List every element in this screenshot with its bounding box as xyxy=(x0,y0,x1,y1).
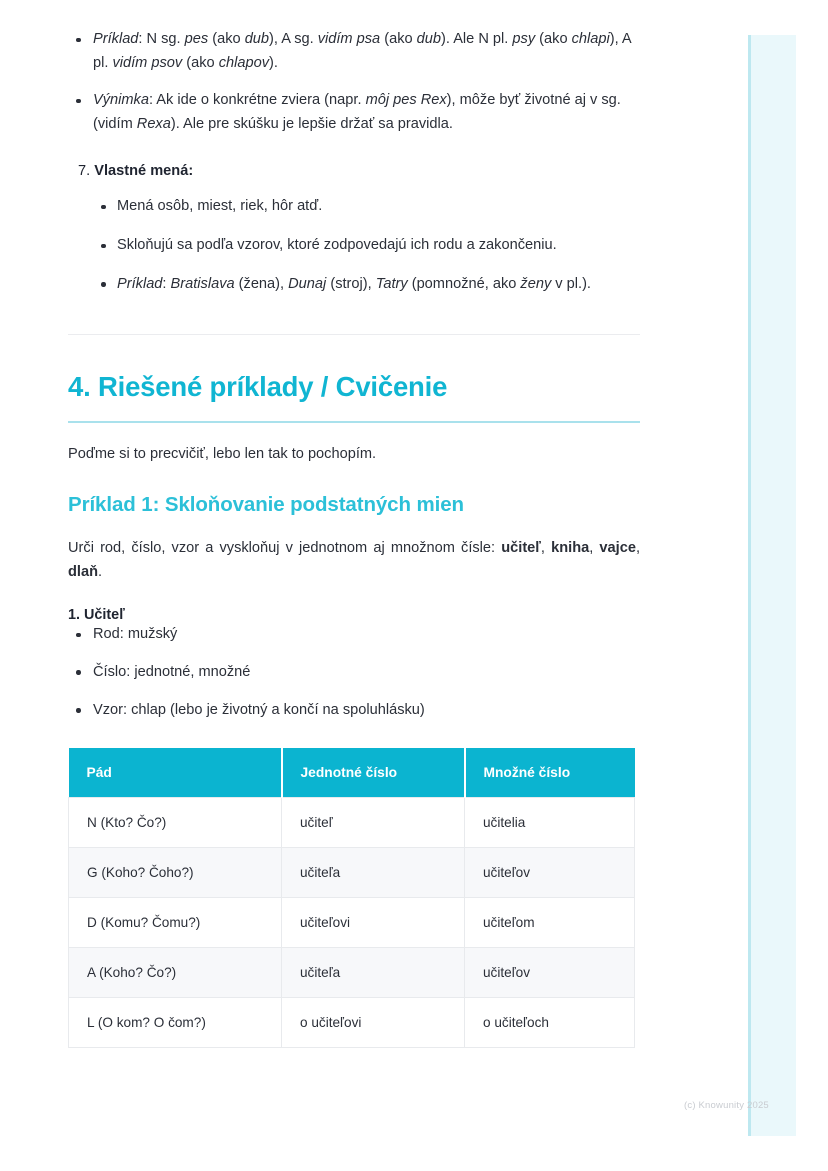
emphasis-text: Príklad xyxy=(117,275,163,292)
emphasis-text: chlapov xyxy=(218,54,270,71)
numbered-item-vlastne-mena xyxy=(68,161,640,297)
emphasis-text: Bratislava xyxy=(170,275,235,292)
plain-text: , xyxy=(540,539,552,556)
table-body xyxy=(69,798,635,1048)
table-cell: učiteľ xyxy=(282,798,465,848)
plain-text: Číslo: jednotné, množné xyxy=(93,663,251,680)
plain-text: : Ak ide o konkrétne zviera (napr. xyxy=(148,92,366,109)
emphasis-text: Tatry xyxy=(375,275,408,292)
table-cell: D (Komu? Čomu?) xyxy=(69,898,282,948)
strong-text: vajce xyxy=(599,539,636,556)
emphasis-text: Rexa xyxy=(136,115,171,132)
top-bullet-list xyxy=(68,28,640,137)
table-row xyxy=(69,998,635,1048)
emphasis-text: dub xyxy=(244,31,270,47)
table-cell: učiteľov xyxy=(465,948,635,998)
emphasis-text: vidím psa xyxy=(317,31,381,47)
plain-text: ). xyxy=(269,54,278,71)
table-header xyxy=(69,748,635,798)
plain-text: , xyxy=(589,539,600,556)
plain-text: ), môže byť životné aj v sg. (vidím xyxy=(93,92,621,132)
table-row xyxy=(69,898,635,948)
plain-text: . xyxy=(98,563,103,580)
numbered-item-bullet-list xyxy=(68,195,640,296)
numbered-item-number: 7. xyxy=(78,162,91,179)
table-cell: o učiteľoch xyxy=(465,998,635,1048)
table-cell: učitelia xyxy=(465,798,635,848)
example-heading: Príklad 1: Skloňovanie podstatných mien xyxy=(68,493,464,517)
table-cell: učiteľa xyxy=(282,848,465,898)
plain-text: (ako xyxy=(208,31,245,47)
strong-text: učiteľ xyxy=(501,539,541,556)
plain-text: : N sg. xyxy=(138,31,185,47)
plain-text: Skloňujú sa podľa vzorov, ktoré zodpovedajú ich rodu a zakončeniu. xyxy=(117,237,557,254)
table-row xyxy=(69,798,635,848)
strong-text: dlaň xyxy=(68,563,98,580)
plain-text: ). Ale N pl. xyxy=(441,31,513,47)
list-item xyxy=(68,89,640,136)
plain-text: ). Ale pre skúšku je lepšie držať sa pravidla. xyxy=(170,115,453,132)
emphasis-text: dub xyxy=(416,31,442,47)
emphasis-text: ženy xyxy=(520,275,552,292)
copyright-watermark: (c) Knowunity 2025 xyxy=(684,1100,769,1111)
table-cell: N (Kto? Čo?) xyxy=(69,798,282,848)
plain-text: (stroj), xyxy=(326,275,376,292)
table-header-row xyxy=(69,748,635,798)
plain-text: Vzor: chlap (lebo je životný a končí na spoluhlásku) xyxy=(93,701,425,718)
table-column-header: Pád xyxy=(69,748,282,798)
task-paragraph xyxy=(68,537,640,585)
table-cell: o učiteľovi xyxy=(282,998,465,1048)
plain-text: (pomnožné, ako xyxy=(407,275,521,292)
table-cell: učiteľom xyxy=(465,898,635,948)
plain-text: Urči rod, číslo, vzor a vyskloňuj v jednotnom aj množnom čísle: xyxy=(68,539,502,556)
list-item xyxy=(68,623,640,647)
plain-text: (ako xyxy=(182,54,219,71)
list-item xyxy=(92,195,640,219)
right-edge-strip xyxy=(748,35,796,1136)
table-row xyxy=(69,848,635,898)
table-cell: A (Koho? Čo?) xyxy=(69,948,282,998)
table-cell: učiteľa xyxy=(282,948,465,998)
numbered-item-label: Vlastné mená: xyxy=(94,162,194,179)
section-title-underline xyxy=(68,421,640,423)
page-title: 4. Riešené príklady / Cvičenie xyxy=(68,371,448,403)
plain-text: (žena), xyxy=(234,275,289,292)
exercise-item-title: 1. Učiteľ xyxy=(68,607,125,624)
table-column-header: Množné číslo xyxy=(465,748,635,798)
table-cell: učiteľovi xyxy=(282,898,465,948)
emphasis-text: môj pes Rex xyxy=(365,92,447,109)
numbered-item-title xyxy=(68,161,640,183)
list-item xyxy=(92,273,640,297)
plain-text: v pl.). xyxy=(551,275,591,292)
emphasis-text: Výnimka xyxy=(93,92,149,109)
table-cell: G (Koho? Čoho?) xyxy=(69,848,282,898)
plain-text: Mená osôb, miest, riek, hôr atď. xyxy=(117,198,323,215)
section-intro-text: Poďme si to precvičiť, lebo len tak to pochopím. xyxy=(68,445,377,462)
list-item xyxy=(68,699,640,723)
section-divider xyxy=(68,334,640,335)
strong-text: kniha xyxy=(551,539,590,556)
table-column-header: Jednotné číslo xyxy=(282,748,465,798)
plain-text: , xyxy=(635,539,641,556)
table-row xyxy=(69,948,635,998)
emphasis-text: psy xyxy=(512,31,536,47)
emphasis-text: pes xyxy=(184,31,209,47)
declension-table xyxy=(68,748,635,1048)
plain-text: : xyxy=(162,275,171,292)
emphasis-text: vidím psov xyxy=(112,54,183,71)
emphasis-text: Dunaj xyxy=(288,275,327,292)
table-cell: L (O kom? O čom?) xyxy=(69,998,282,1048)
attribute-bullet-list xyxy=(68,623,640,722)
list-item xyxy=(92,234,640,258)
plain-text: (ako xyxy=(535,31,572,47)
plain-text: ), A sg. xyxy=(269,31,318,47)
table-cell: učiteľov xyxy=(465,848,635,898)
emphasis-text: chlapi xyxy=(571,31,610,47)
plain-text: Rod: mužský xyxy=(93,626,178,643)
plain-text: (ako xyxy=(380,31,417,47)
list-item xyxy=(68,661,640,685)
plain-text: ), A pl. xyxy=(93,31,631,71)
list-item xyxy=(68,28,640,75)
emphasis-text: Príklad xyxy=(93,31,139,47)
